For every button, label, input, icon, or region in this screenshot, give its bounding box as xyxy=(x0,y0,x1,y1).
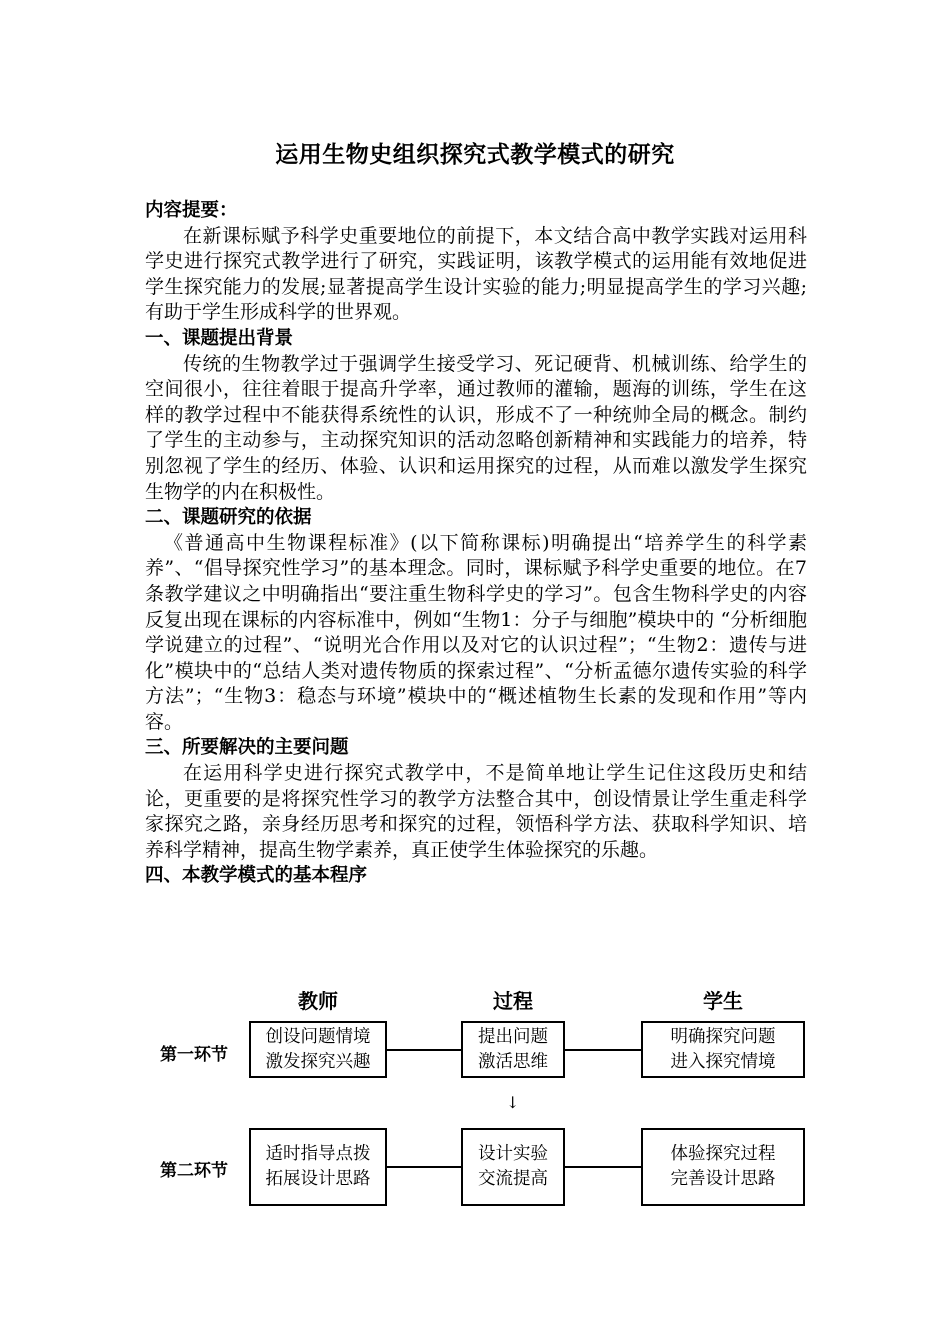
document-title: 运用生物史组织探究式教学模式的研究 xyxy=(275,142,675,168)
stage-2-student-line-2: 完善设计思路 xyxy=(670,1169,776,1189)
stage-2-process-box xyxy=(461,1128,565,1206)
stage-2-teacher-line-1: 适时指导点拨 xyxy=(265,1144,371,1164)
stage-2-process-line-2: 交流提高 xyxy=(478,1169,548,1189)
stage-1-label: 第一环节 xyxy=(160,1045,228,1065)
column-header-student: 学生 xyxy=(703,989,743,1013)
stage-1-process-line-1: 提出问题 xyxy=(478,1026,548,1047)
stage-2-label: 第二环节 xyxy=(160,1161,228,1181)
stage-2-teacher-box xyxy=(249,1128,387,1206)
column-header-teacher: 教师 xyxy=(298,989,338,1013)
problems-paragraph: 在运用科学史进行探究式教学中，不是简单地让学生记住这段历史和结论，更重要的是将探究性学习的教学方法整合其中，创设情景让学生重走科学家探究之路，亲身经历思考和探究的过程，领悟科学方法、获取科学知识、培养科学精神，提高生物学素养，真正使学生体验探究的乐趣。 xyxy=(145,762,807,861)
stage-1-teacher-line-2: 激发探究兴趣 xyxy=(265,1051,371,1072)
stage-1-teacher-box xyxy=(249,1021,387,1078)
background-heading: 一、课题提出背景 xyxy=(145,327,294,349)
procedure-heading: 四、本教学模式的基本程序 xyxy=(145,865,368,887)
stage-2-student-line-1: 体验探究过程 xyxy=(670,1144,776,1164)
stage-1-teacher-line-1: 创设问题情境 xyxy=(265,1026,371,1047)
connector-line xyxy=(565,1166,641,1168)
basis-paragraph: 《普通高中生物课程标准》(以下简称课标)明确提出“培养学生的科学素养”、“倡导探究性学习”的基本理念。同时，课标赋予科学史重要的地位。在7条教学建议之中明确指出“要注重生物科学史的学习”。包含生物科学史的内容反复出现在课标的内容标准中，例如“生物1：分子与细胞”模块中的 “分析细胞学说建立的过程”、“说明光合作用以及对它的认识过程”；“生物2：遗传与进化”模块中的“总结人类对遗传物质的探索过程”、“分析孟德尔遗传实验的科学方法”；“生物3：稳态与环境”模块中的“概述植物生长素的发现和作用”等内容。 xyxy=(145,531,807,733)
abstract-heading: 内容提要： xyxy=(145,200,238,221)
basis-heading: 二、课题研究的依据 xyxy=(145,507,312,529)
stage-1-student-line-2: 进入探究情境 xyxy=(670,1051,776,1072)
abstract-paragraph: 在新课标赋予科学史重要地位的前提下，本文结合高中教学实践对运用科学史进行探究式教学进行了研究，实践证明，该教学模式的运用能有效地促进学生探究能力的发展;显著提高学生设计实验的能力;明显提高学生的学习兴趣;有助于学生形成科学的世界观。 xyxy=(145,224,807,324)
column-header-process: 过程 xyxy=(493,989,533,1013)
stage-2-student-box xyxy=(641,1128,805,1206)
connector-line xyxy=(565,1049,641,1051)
stage-1-student-line-1: 明确探究问题 xyxy=(670,1026,776,1047)
problems-heading: 三、所要解决的主要问题 xyxy=(145,737,349,759)
stage-2-teacher-line-2: 拓展设计思路 xyxy=(265,1169,371,1189)
connector-line xyxy=(387,1049,461,1051)
stage-1-process-line-2: 激活思维 xyxy=(478,1051,548,1072)
stage-1-process-box xyxy=(461,1021,565,1078)
down-arrow-icon: ↓ xyxy=(506,1093,520,1112)
stage-2-process-line-1: 设计实验 xyxy=(478,1144,548,1164)
connector-line xyxy=(387,1166,461,1168)
background-paragraph: 传统的生物教学过于强调学生接受学习、死记硬背、机械训练、给学生的空间很小，往往着眼于提高升学率，通过教师的灌输，题海的训练，学生在这样的教学过程中不能获得系统性的认识，形成不了一种统帅全局的概念。制约了学生的主动参与，主动探究知识的活动忽略创新精神和实践能力的培养，特别忽视了学生的经历、体验、认识和运用探究的过程，从而难以激发学生探究生物学的内在积极性。 xyxy=(145,352,807,503)
stage-1-student-box xyxy=(641,1021,805,1078)
